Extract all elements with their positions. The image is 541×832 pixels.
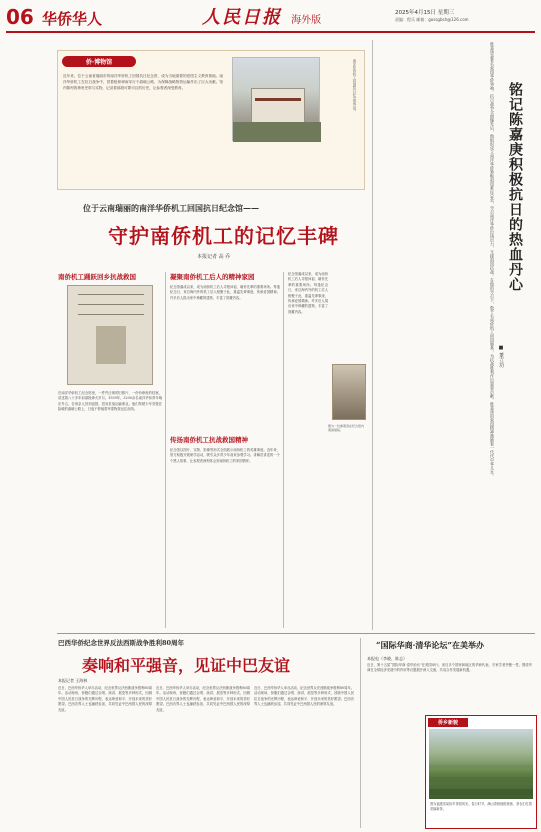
section-three-body: 纪念馆以图片、实物、影像等形式全面展示南侨机工的英雄事迹。近年来，馆方积极开展研学活动，吸引众多青少年前来参观学习。讲解员讲述的一个个感人故事，让参观者深刻体会到南侨机工的家国情怀。 xyxy=(170,448,280,463)
paper-logo xyxy=(202,3,342,29)
column-badge xyxy=(428,718,468,727)
column-badge-label: 侨乡新貌 xyxy=(437,720,458,726)
bottom-left-kicker: 巴西华侨纪念世界反法西斯战争胜利80周年 xyxy=(58,639,185,647)
photo-caption: 南洋华侨机工回国抗日纪念馆外景。 xyxy=(352,59,356,114)
side-article-headline: 铭记陈嘉庚积极抗日的热血丹心 xyxy=(507,82,523,292)
section-one-title: 南侨机工踊跃回乡抗战救国 xyxy=(58,273,136,281)
visitor-inset-photo xyxy=(332,364,366,420)
paper-name: 人民日报 xyxy=(202,7,282,28)
bottom-left-body-col3: 近日，巴西华侨华人举办活动，纪念世界反法西斯战争胜利80周年。活动现场，侨胞们通过合唱、演讲、展览等多种形式，回顾中国人民抗日战争的光辉历程，表达珍爱和平、开创未来的美好愿望。巴西各界人士也踊跃参加，共同见证中巴两国人民的深厚友谊。 xyxy=(254,686,354,707)
museum-column-panel xyxy=(57,50,365,190)
paper-edition: 海外版 xyxy=(291,15,322,26)
column-badge-label: 侨·博物馆 xyxy=(85,59,113,66)
inset-caption: 图为一位参观者在纪念馆内观看展板。 xyxy=(328,424,365,433)
bottom-right-body: 近日，第十五届“国际华商·清华论坛”在美国举行。来自多个国家和地区的华商代表、专家学者齐聚一堂，围绕华商在全球经济发展中的作用等议题展开深入交流，共话合作发展新机遇。 xyxy=(367,663,532,673)
tea-garden-photo xyxy=(429,729,533,799)
editor-line: 责编：程乐 邮箱：gossgbsh@126.com xyxy=(395,17,469,22)
hometown-photo-box xyxy=(425,715,537,829)
section-three-title: 传扬南侨机工抗战救国精神 xyxy=(170,436,248,444)
bottom-left-headline: 奏响和平强音，见证中巴友谊 xyxy=(82,656,291,675)
side-divider xyxy=(372,40,373,630)
section-one-body: 在南洋华侨机工纪念馆里，一件件泛黄的旧照片、一份份珍贵的档案，讲述着八十多年前那段烽火岁月。1939年，3200余名南洋华侨青年响应号召，告别亲人回到祖国，投身抗战运输事业。他们驾驶卡车穿梭在险峻的滇缅公路上，日夜不停地将军需物资运往前线。 xyxy=(58,391,162,412)
museum-exterior-photo xyxy=(232,57,320,141)
main-article-kicker: 位于云南瑞丽的南洋华侨机工回国抗日纪念馆—— xyxy=(83,203,259,213)
column-badge xyxy=(62,56,136,67)
section-two xyxy=(170,272,280,432)
column-divider xyxy=(283,272,284,628)
side-article-byline: ■ 董立功 xyxy=(498,345,504,368)
column-divider xyxy=(165,272,166,628)
side-article-body: 陈嘉庚是著名爱国华侨领袖。抗日战争全面爆发后，他组织成立南洋华侨筹赈祖国难民总会，号召南洋华侨出钱出力，支援祖国抗战。在他的号召下，数千名南侨机工回国服务，为抗战胜利作出重要贡献。陈嘉庚的爱国精神激励着一代代中华儿女。 xyxy=(490,42,495,478)
section-name: 华侨华人 xyxy=(42,10,103,28)
column-intro-text: 近年来，位于云南省瑞丽市的南洋华侨机工回国抗日纪念馆，成为当地重要的爱国主义教育基地。南洋华侨机工在抗日战争中，冒着枪林弹雨穿行于滇缅公路，为保障战略物资运输作出了巨大贡献。馆内陈列的珍贵史料与实物，记录着那段可歌可泣的历史，让参观者深受教育。 xyxy=(63,74,223,91)
date-line: 2025年4月15日 星期三 xyxy=(395,10,455,16)
bottom-divider xyxy=(360,638,361,828)
column-three xyxy=(288,272,366,630)
bottom-left-byline: 本报记者 王海林 xyxy=(58,678,88,683)
bottom-right-headline: “国际华商·清华论坛”在美举办 xyxy=(376,640,484,650)
bottom-rule xyxy=(57,633,535,634)
archive-document-photo xyxy=(67,285,153,385)
section-two-title: 凝聚南侨机工后人的精神家园 xyxy=(170,273,255,281)
bottom-right-byline: 本报电（李晓、陈志） xyxy=(367,656,407,661)
main-article-headline: 守护南侨机工的记忆丰碑 xyxy=(108,224,339,248)
section-one xyxy=(58,272,162,630)
bottom-left-body-col2: 近日，巴西华侨华人举办活动，纪念世界反法西斯战争胜利80周年。活动现场，侨胞们通过合唱、演讲、展览等多种形式，回顾中国人民抗日战争的光辉历程，表达珍爱和平、开创未来的美好愿望。巴西各界人士也踊跃参加，共同见证中巴两国人民的深厚友谊。 xyxy=(156,686,250,712)
section-three xyxy=(170,435,280,630)
tea-garden-caption: 图为福建省某侨乡茶园风光。春日时节，满山茶树郁郁葱葱，茶农们忙着采摘新茶。 xyxy=(430,802,532,811)
column-three-body: 纪念馆落成以来，成为南侨机工后人寻根问祖、缅怀先辈的重要场所。每逢纪念日，来自海内外的机工后人相聚于此，重温先辈事迹，传承爱国精神。许多后人捐出家中珍藏的遗物，丰富了馆藏内容。 xyxy=(288,272,328,314)
page-header xyxy=(0,0,541,32)
section-two-body: 纪念馆落成以来，成为南侨机工后人寻根问祖、缅怀先辈的重要场所。每逢纪念日，来自海内外的机工后人相聚于此，重温先辈事迹，传承爱国精神。许多后人捐出家中珍藏的遗物，丰富了馆藏内容。 xyxy=(170,285,280,300)
main-article-byline: 本报记者 高 乔 xyxy=(197,254,231,260)
header-rule xyxy=(6,31,535,33)
page-number: 06 xyxy=(6,5,34,29)
bottom-left-body: 近日，巴西华侨华人举办活动，纪念世界反法西斯战争胜利80周年。活动现场，侨胞们通过合唱、演讲、展览等多种形式，回顾中国人民抗日战争的光辉历程，表达珍爱和平、开创未来的美好愿望。巴西各界人士也踊跃参加，共同见证中巴两国人民的深厚友谊。 xyxy=(58,686,152,712)
